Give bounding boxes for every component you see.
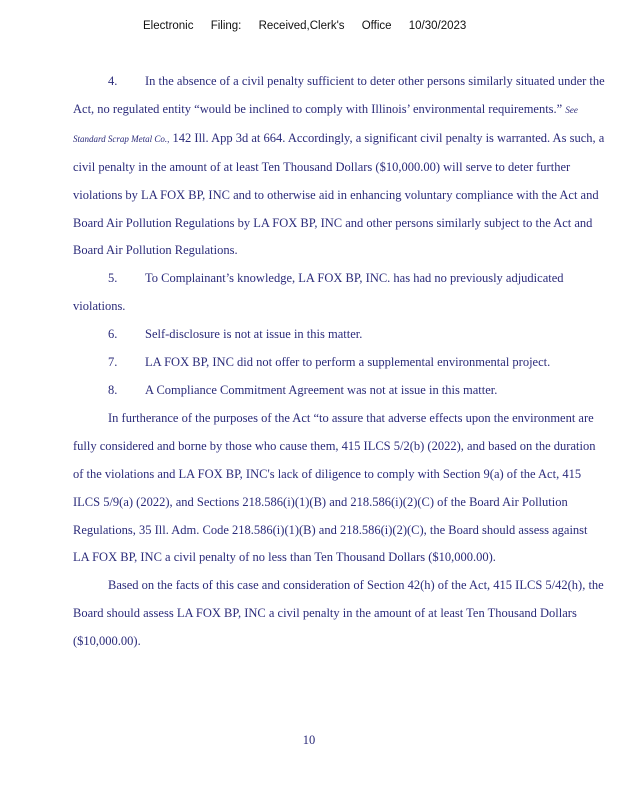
paragraph-number: 7. [108,355,118,370]
paragraph-number: 6. [108,327,118,342]
paragraph-7 [73,349,605,377]
paragraph-6 [73,321,605,349]
filing-stamp-header [143,20,543,32]
header-date: 10/30/2023 [408,20,467,32]
paragraph-text: To Complainant’s knowledge, LA FOX BP, INC. has had no previously adjudicated violations. [73,271,564,314]
paragraph-text: LA FOX BP, INC did not offer to perform a supplemental environmental project. [145,355,551,370]
paragraph-text: Self-disclosure is not at issue in this matter. [145,327,363,342]
paragraph-8 [73,377,605,405]
paragraph-text: In the absence of a civil penalty sufficient to deter other persons similarly situated under the Act, no regulated entity “would be inclined to comply with Illinois’ environmental requirements.” [73,74,605,116]
paragraph-number: 4. [108,74,118,88]
document-body [73,68,605,656]
paragraph-4 [73,68,605,265]
paragraph-furtherance [73,405,605,572]
paragraph-number: 8. [108,382,118,397]
paragraph-5 [73,265,605,321]
header-word-electronic: Electronic [143,20,194,32]
header-word-office: Office [361,20,392,32]
paragraph-conclusion [73,572,605,656]
paragraph-number: 5. [108,271,118,286]
header-word-received-clerks: Received,Clerk's [258,20,345,32]
paragraph-text: A Compliance Commitment Agreement was not at issue in this matter. [145,382,498,397]
header-word-filing: Filing: [210,20,242,32]
case-citation: See Standard Scrap Metal Co., [73,104,578,144]
paragraph-text: In furtherance of the purposes of the Act “to assure that adverse effects upon the environment are fully considered and borne by those who cause them, 415 ILCS 5/2(b) (2022), and based on the duration of the violations and LA FOX BP, INC's lack of diligence to comply with Section 9(a) of the Act, 415 ILCS 5/9(a) (2022), and Sections 218.586(i)(1)(B) and 218.586(i)(2)(C) of the Board Air Pollution Regulations, 35 Ill. Adm. Code 218.586(i)(1)(B) and 218.586(i)(2)(C), the Board should assess against LA FOX BP, INC a civil penalty of no less than Ten Thousand Dollars ($10,000.00). [73,410,596,565]
paragraph-text-continued: 142 Ill. App 3d at 664. Accordingly, a significant civil penalty is warranted. As such, a civil penalty in the amount of at least Ten Thousand Dollars ($10,000.00) will serve to deter further violations by LA FOX BP, INC and to otherwise aid in enhancing voluntary compliance with the Act and Board Air Pollution Regulations by LA FOX BP, INC and other persons similarly subject to the Act and Board Air Pollution Regulations. [73,130,605,258]
paragraph-text: Based on the facts of this case and consideration of Section 42(h) of the Act, 415 ILCS 5/42(h), the Board should assess LA FOX BP, INC a civil penalty in the amount of at least Ten Thousand Dollars ($10,000.00). [73,578,604,649]
page-number: 10 [302,733,316,747]
